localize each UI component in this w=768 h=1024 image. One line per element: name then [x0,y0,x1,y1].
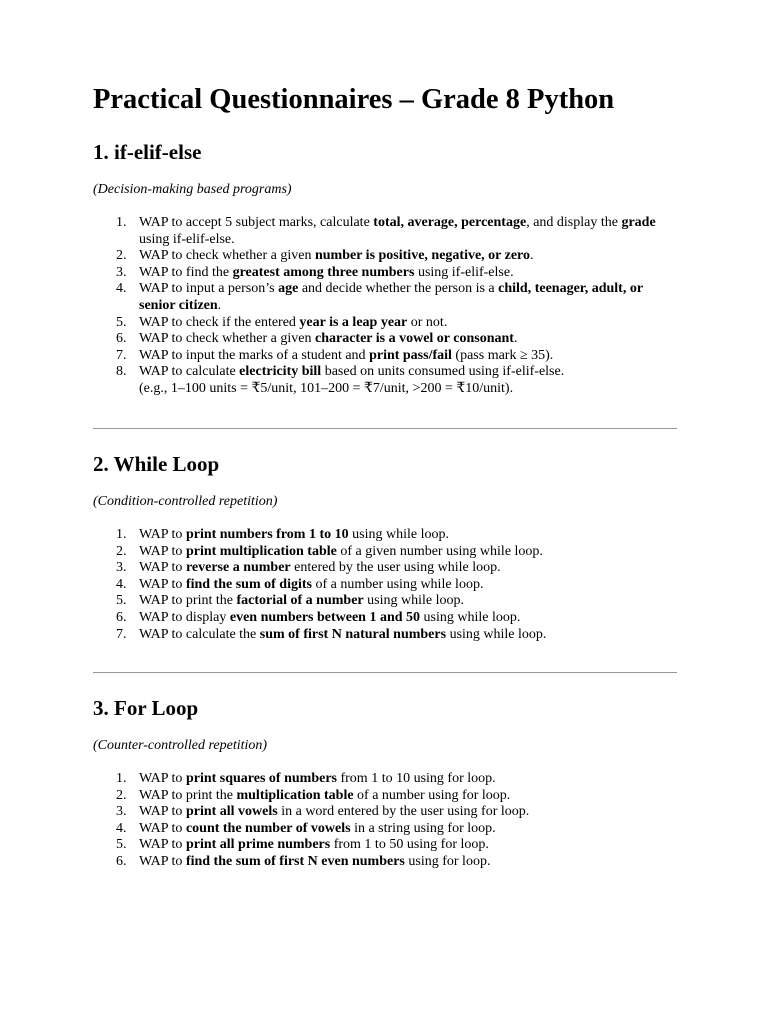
item-text: (e.g., 1–100 units = ₹5/unit, 101–200 = ₹7/unit, >200 = ₹10/unit). [139,380,514,396]
emphasis-text: electricity bill [239,364,322,380]
question-list [93,215,677,398]
item-text: WAP to print the [139,787,237,803]
emphasis-text: print multiplication table [185,543,337,559]
question-item [93,215,677,248]
section-subtitle: (Decision-making based programs) [93,182,292,197]
item-text: WAP to [139,820,186,836]
item-text: WAP to [139,527,186,542]
item-number: 3. [116,264,127,280]
item-number: 2. [116,787,127,803]
item-text: . [530,248,534,264]
item-number: 7. [116,347,127,363]
question-item [93,560,677,577]
item-text: WAP to check if the entered [139,314,300,330]
item-text: of a given number using while loop. [336,543,543,559]
item-number: 1. [116,215,127,230]
section-heading: 2. While Loop [93,452,220,476]
item-text: using while loop. [420,609,521,625]
emphasis-text: multiplication table [236,787,354,803]
section-divider [93,672,677,673]
item-number: 4. [116,576,127,592]
question-item [93,348,677,365]
question-item [93,627,677,644]
item-number: 5. [116,314,127,330]
emphasis-text: grade [621,215,656,230]
item-text: WAP to calculate [139,364,240,380]
section-while-loop [93,452,677,643]
emphasis-text: count the number of vowels [185,820,351,836]
item-text: using while loop. [446,626,547,642]
question-list [93,527,677,643]
item-text: based on units consumed using if-elif-else. [321,364,565,380]
item-text: WAP to [139,576,186,592]
item-text: in a string using for loop. [350,820,496,836]
emphasis-text: print all vowels [185,804,278,820]
item-number: 5. [116,837,127,853]
item-text: WAP to [139,853,186,869]
item-text: WAP to input the marks of a student and [139,347,370,363]
question-item [93,610,677,627]
item-number: 7. [116,626,127,642]
question-item [93,281,677,314]
item-text: in a word entered by the user using for loop. [277,804,530,820]
question-item [93,771,677,788]
emphasis-text: even numbers between 1 and 50 [229,609,421,625]
item-text: entered by the user using while loop. [290,560,501,576]
item-number: 6. [116,853,127,869]
item-number: 6. [116,331,127,347]
emphasis-text: print pass/fail [369,347,452,363]
item-text: WAP to accept 5 subject marks, calculate [139,215,374,230]
question-item [93,577,677,594]
question-item [93,788,677,805]
item-number: 2. [116,248,127,264]
question-item [93,821,677,838]
item-text: (pass mark ≥ 35). [451,347,554,363]
item-number: 3. [116,804,127,820]
item-text: using if-elif-else. [139,231,235,247]
item-text: WAP to input a person’s [139,281,279,297]
emphasis-text: year is a leap year [299,314,408,330]
question-item [93,544,677,561]
item-text: . [217,297,222,313]
item-text: , and display the [526,215,622,230]
item-text: WAP to calculate the [139,626,260,642]
emphasis-text: total, average, percentage [373,215,527,230]
item-text: using while loop. [363,593,464,609]
question-item [93,854,677,871]
item-number: 4. [116,820,127,836]
item-number: 6. [116,609,127,625]
emphasis-text: find the sum of first N even numbers [185,853,405,869]
question-item [93,331,677,348]
item-number: 2. [116,543,127,559]
item-text: WAP to check whether a given [139,331,315,347]
item-text: WAP to print the [139,593,237,609]
question-item [93,265,677,282]
item-text: WAP to [139,837,186,853]
question-item [93,593,677,610]
item-text: from 1 to 10 using for loop. [336,771,496,786]
item-number: 1. [116,771,127,786]
item-text: WAP to display [139,609,230,625]
emphasis-text: age [278,281,299,297]
item-text: WAP to [139,804,186,820]
emphasis-text: greatest among three numbers [232,264,415,280]
item-number: 5. [116,593,127,609]
item-text: and decide whether the person is a [298,281,499,297]
emphasis-text: factorial of a number [236,593,364,609]
emphasis-text: print numbers from 1 to 10 [185,527,349,542]
item-text: from 1 to 50 using for loop. [330,837,489,853]
section-subtitle: (Condition-controlled repetition) [93,494,278,509]
section-heading: 3. For Loop [93,696,199,720]
section-heading: 1. if-elif-else [93,140,202,164]
emphasis-text: find the sum of digits [185,576,312,592]
item-number: 4. [116,281,127,297]
item-text: WAP to [139,771,186,786]
emphasis-text: sum of first N natural numbers [259,626,447,642]
emphasis-text: print squares of numbers [185,771,337,786]
item-text: using if-elif-else. [414,264,514,280]
question-item [93,248,677,265]
emphasis-text: child, teenager, adult, or senior citizen [139,281,643,313]
question-item [93,364,677,397]
emphasis-text: character is a vowel or consonant [314,331,514,347]
item-text: WAP to check whether a given [139,248,315,264]
section-for-loop [93,696,677,871]
item-number: 1. [116,527,127,542]
question-item [93,837,677,854]
section-subtitle: (Counter-controlled repetition) [93,738,268,753]
question-item [93,527,677,544]
question-item [93,315,677,332]
item-number: 3. [116,560,127,576]
item-text: of a number using for loop. [353,787,511,803]
emphasis-text: print all prime numbers [185,837,331,853]
item-text: . [513,331,518,347]
item-text: using while loop. [348,527,449,542]
item-text: using for loop. [404,853,491,869]
item-text: WAP to find the [139,264,233,280]
emphasis-text: reverse a number [185,560,291,576]
question-list [93,771,677,871]
item-text: WAP to [139,543,186,559]
document-title: Practical Questionnaires – Grade 8 Python [93,84,615,115]
emphasis-text: number is positive, negative, or zero [314,248,531,264]
section-divider [93,428,677,429]
item-text: WAP to [139,560,186,576]
item-text: or not. [407,314,448,330]
question-item [93,804,677,821]
item-text: of a number using while loop. [311,576,484,592]
item-number: 8. [116,364,127,380]
section-if-elif-else [93,140,677,398]
